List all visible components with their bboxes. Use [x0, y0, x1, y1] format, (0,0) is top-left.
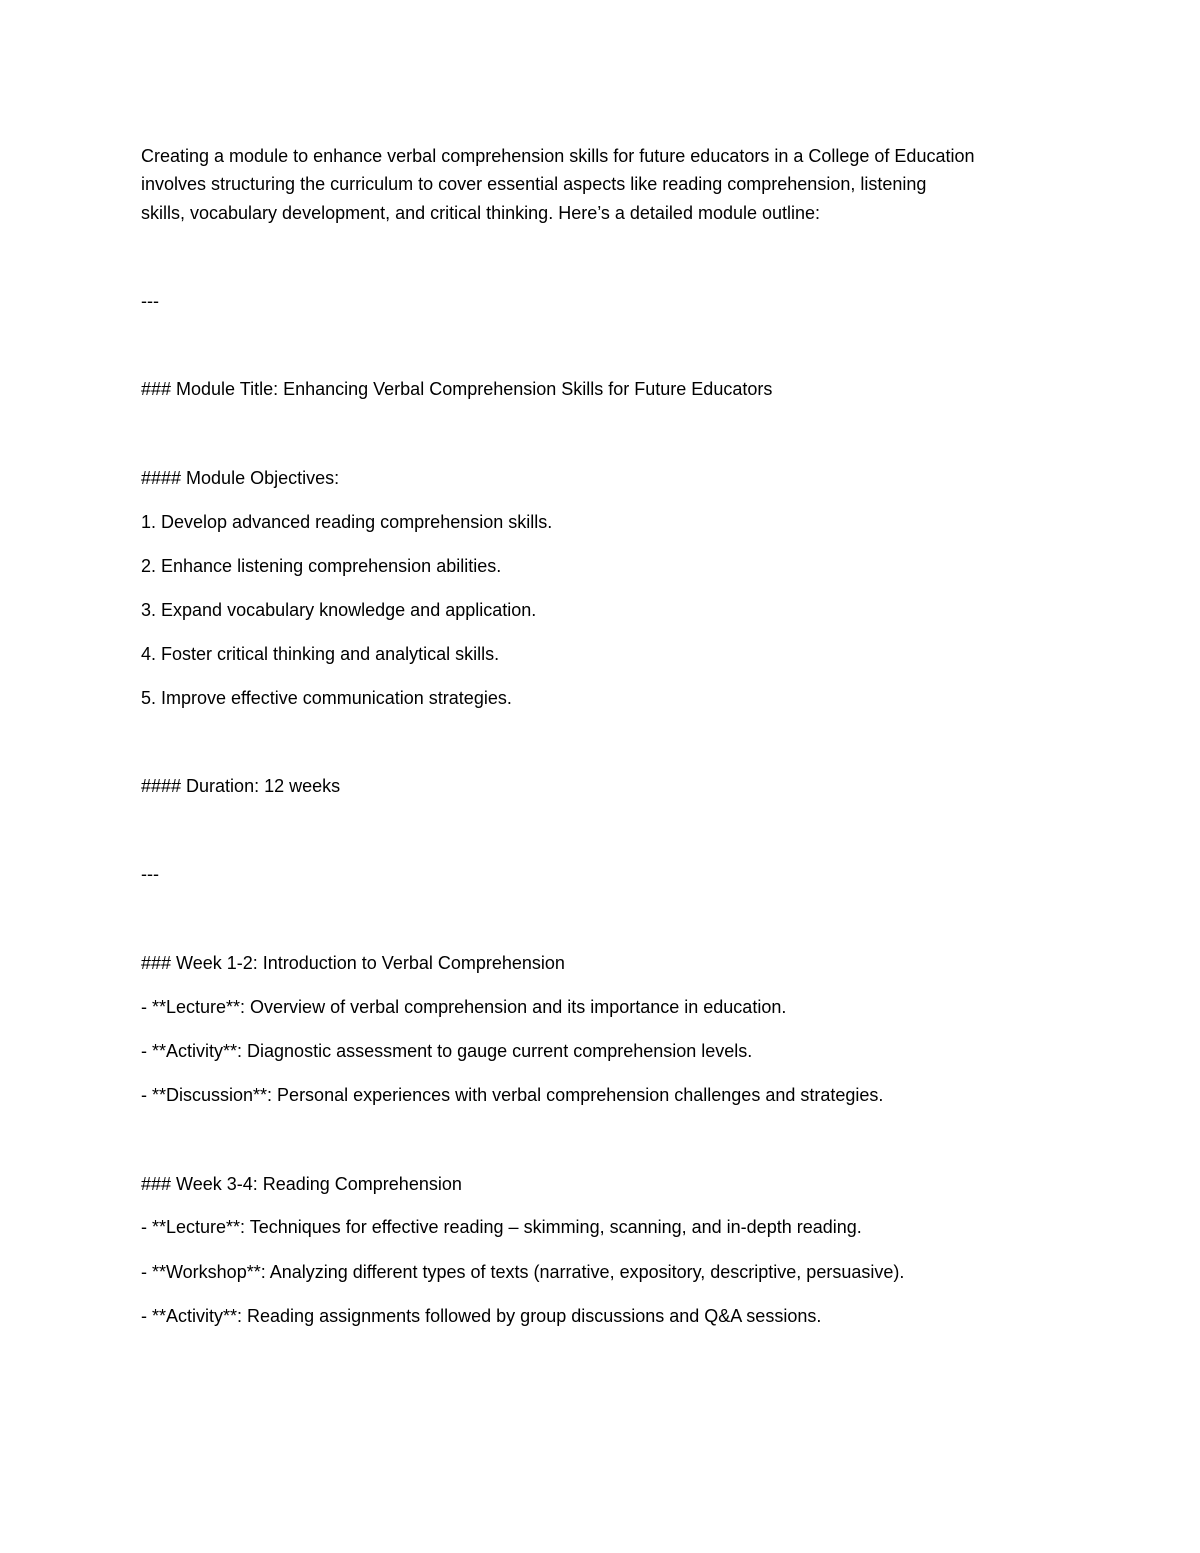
week-3-4-item-3: - **Activity**: Reading assignments followed by group discussions and Q&A sessions. — [141, 1306, 822, 1326]
week-1-2-heading: ### Week 1-2: Introduction to Verbal Comprehension — [141, 953, 565, 973]
objective-item-4: 4. Foster critical thinking and analytical skills. — [141, 644, 500, 664]
objective-item-3: 3. Expand vocabulary knowledge and application. — [141, 600, 537, 620]
duration: #### Duration: 12 weeks — [141, 776, 341, 796]
intro-line-3: skills, vocabulary development, and critical thinking. Here’s a detailed module outline: — [141, 203, 821, 223]
objective-item-1: 1. Develop advanced reading comprehension skills. — [141, 512, 553, 532]
objectives-heading: #### Module Objectives: — [141, 468, 340, 488]
week-3-4-heading: ### Week 3-4: Reading Comprehension — [141, 1174, 462, 1194]
separator-1: --- — [141, 291, 159, 311]
module-title: ### Module Title: Enhancing Verbal Comprehension Skills for Future Educators — [141, 379, 773, 399]
week-1-2-item-1: - **Lecture**: Overview of verbal comprehension and its importance in education. — [141, 997, 787, 1017]
week-1-2-item-2: - **Activity**: Diagnostic assessment to gauge current comprehension levels. — [141, 1041, 753, 1061]
intro-line-2: involves structuring the curriculum to cover essential aspects like reading comprehension, listening — [141, 174, 927, 194]
week-1-2-item-3: - **Discussion**: Personal experiences with verbal comprehension challenges and strategies. — [141, 1085, 884, 1105]
objective-item-2: 2. Enhance listening comprehension abilities. — [141, 556, 502, 576]
separator-2: --- — [141, 864, 159, 884]
intro-line-1: Creating a module to enhance verbal comprehension skills for future educators in a College of Education — [141, 146, 975, 166]
week-3-4-item-2: - **Workshop**: Analyzing different types of texts (narrative, expository, descriptive, persuasive). — [141, 1262, 905, 1282]
objective-item-5: 5. Improve effective communication strategies. — [141, 688, 512, 708]
week-3-4-item-1: - **Lecture**: Techniques for effective reading – skimming, scanning, and in-depth reading. — [141, 1217, 862, 1237]
